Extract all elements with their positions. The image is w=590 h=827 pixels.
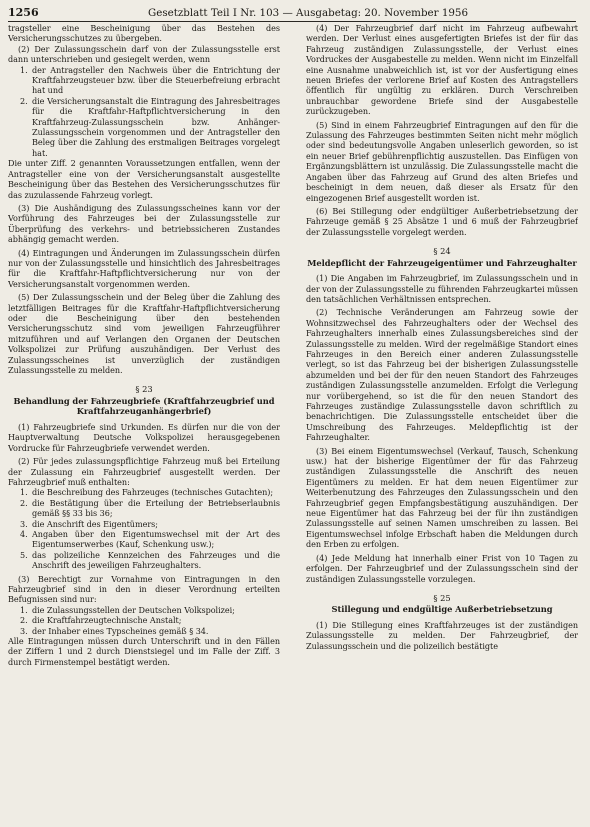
list-item [20, 615, 280, 625]
paragraph: (1) Fahrzeugbriefe sind Urkunden. Es dürfen nur die von der Hauptverwaltung Deutsche Volkspolizei herausgegebenen Vordrucke für Fahrzeugbriefe verwendet werden. [8, 421, 280, 453]
paragraph: (4) Jede Meldung hat innerhalb einer Frist von 10 Tagen zu erfolgen. Der Fahrzeugbrief und der Zulassungsschein sind der zuständigen Zulassungsstelle vorzulegen. [306, 552, 578, 584]
section-heading [8, 384, 280, 417]
list-text: der Antragsteller den Nachweis über die Entrichtung der Kraftfahrzeugsteuer bzw. über die Steuerbefreiung erbracht hat und [32, 64, 280, 96]
list-number: 4. [20, 528, 28, 539]
header-title: Gesetzblatt Teil I Nr. 103 — Ausgabetag: 20. November 1956 [148, 7, 469, 19]
numbered-list [8, 487, 280, 570]
list-text: die Bestätigung über die Erteilung der Betriebserlaubnis gemäß §§ 33 bis 36; [32, 497, 280, 519]
list-number: 3. [20, 625, 28, 636]
list-item [20, 487, 280, 497]
list-item [20, 605, 280, 615]
page-header [8, 6, 576, 20]
list-text: die Zulassungsstellen der Deutschen Volkspolizei; [32, 604, 235, 615]
list-number: 2. [20, 615, 28, 626]
right-column [306, 23, 578, 823]
section-number: § 25 [433, 592, 451, 603]
paragraph: Die unter Ziff. 2 genannten Voraussetzungen entfallen, wenn der Antragsteller eine von der Versicherungsanstalt ausgestellte Bescheinigung über das Bestehen des Versicherungsschutzes für das zuzulassende Fahrzeug vorlegt. [8, 158, 280, 200]
section-heading [306, 246, 578, 268]
paragraph: (2) Der Zulassungsschein darf von der Zulassungsstelle erst dann unterschrieben und gesiegelt werden, wenn [8, 43, 280, 65]
list-number: 3. [20, 518, 28, 529]
list-number: 5. [20, 549, 28, 560]
section-number: § 24 [433, 246, 451, 257]
list-item [20, 550, 280, 571]
paragraph: (2) Für jedes zulassungspflichtige Fahrzeug muß bei Erteilung der Zulassung ein Fahrzeugbrief ausgestellt werden. Der Fahrzeugbrief muß enthalten: [8, 456, 280, 487]
list-item [20, 96, 280, 158]
paragraph: (2) Technische Veränderungen am Fahrzeug sowie der Wohnsitzwechsel des Fahrzeughalters oder der Wechsel des Fahrzeughalters innerhalb eines Zulassungsbereiches sind der Zulassungsstelle zu melden. Wird der regelmäßige Standort eines Fahrzeuges in den Bereich einer anderen Zulassungsstelle verlegt, so ist das Fahrzeug bei der bisherigen Zulassungsstelle abzumelden und bei der für den neuen Standort des Fahrzeuges zuständigen Zulassungsstelle anzumelden. Erfolgt die Verlegung nur vorübergehend, so ist die für den neuen Standort des Fahrzeuges zuständige Zulassungsstelle davon schriftlich zu benachrichtigen. Die Zulassungsstelle entscheidet über die Umschreibung des Fahrzeuges. Meldepflichtig ist der Fahrzeughalter. [306, 307, 578, 443]
list-text: die Anschrift des Eigentümers; [32, 518, 158, 529]
section-number: § 23 [135, 384, 153, 395]
list-text: der Inhaber eines Typscheines gemäß § 34. [32, 625, 209, 636]
section-heading [306, 593, 578, 615]
paragraph: (6) Bei Stillegung oder endgültiger Außerbetriebsetzung der Fahrzeuge gemäß § 25 Absätze 1 und 6 muß der Fahrzeugbrief der Zulassungsstelle vorgelegt werden. [306, 205, 578, 237]
list-item [20, 529, 280, 550]
header-rule [8, 21, 576, 22]
paragraph: (3) Berechtigt zur Vornahme von Eintragungen in den Fahrzeugbrief sind in den in dieser Verordnung erteilten Befugnissen sind nur: [8, 573, 280, 605]
left-column [8, 23, 280, 823]
section-title: Meldepflicht der Fahrzeugeigentümer und Fahrzeughalter [307, 257, 577, 268]
list-number: 1. [20, 487, 28, 498]
list-number: 2. [20, 497, 28, 508]
paragraph: (3) Die Aushändigung des Zulassungsscheines kann vor der Vorführung des Fahrzeuges bei der Zulassungsstelle zur Überprüfung des verkehrs- und betriebssicheren Zustandes abhängig gemacht werden. [8, 202, 280, 245]
list-item [20, 65, 280, 96]
paragraph: (4) Eintragungen und Änderungen im Zulassungsschein dürfen nur von der Zulassungsstelle und hinsichtlich des Jahresbeitrages für die Kraftfahr-Haftpflichtversicherung nur von der Versicherungsanstalt vorgenommen werden. [8, 247, 280, 289]
list-text: die Kraftfahrzeugtechnische Anstalt; [32, 615, 182, 626]
paragraph: Alle Eintragungen müssen durch Unterschrift und in den Fällen der Ziffern 1 und 2 durch Dienstsiegel und im Falle der Ziff. 3 durch Firmenstempel bestätigt werden. [8, 636, 280, 667]
list-number: 1. [20, 604, 28, 615]
numbered-list [8, 605, 280, 636]
list-text: die Versicherungsanstalt die Eintragung des Jahresbeitrages für die Kraftfahr-Haftpflichtversicherung in den Kraftfahrzeug-Zulassungsschein bzw. Anhänger-Zulassungsschein vorgenommen und der Antragsteller den Beleg über die Zahlung des erstmaligen Beitrages vorgelegt hat. [32, 95, 280, 158]
list-item [20, 626, 280, 636]
paragraph: (1) Die Stillegung eines Kraftfahrzeuges ist der zuständigen Zulassungsstelle zu melden. Der Fahrzeugbrief, der Zulassungsschein und die polizeilich bestätigte [306, 619, 578, 651]
list-number: 2. [20, 95, 28, 106]
paragraph: (1) Die Angaben im Fahrzeugbrief, im Zulassungsschein und in der von der Zulassungsstelle zu führenden Fahrzeugkartei müssen den tatsächlichen Verhältnissen entsprechen. [306, 273, 578, 304]
list-text: die Beschreibung des Fahrzeuges (technisches Gutachten); [32, 487, 274, 498]
paragraph: tragsteller eine Bescheinigung über das Bestehen des Versicherungsschutzes zu übergeben. [8, 23, 280, 44]
paragraph: (5) Der Zulassungsschein und der Beleg über die Zahlung des letztfälligen Beitrages für die Kraftfahr-Haftpflichtversicherung oder die Bescheinigung über den bestehenden Versicherungsschutz sind vom jeweiligen Fahrzeugführer mitzuführen und auf Verlangen den Organen der Deutschen Volkspolizei zur Prüfung auszuhändigen. Der Verlust des Zulassungsscheines ist unverzüglich der zuständigen Zulassungsstelle zu melden. [8, 292, 280, 375]
list-text: Angaben über den Eigentumswechsel mit der Art des Eigentumserwerbes (Kauf, Schenkung usw.); [32, 528, 280, 550]
section-title: Stillegung und endgültige Außerbetriebsetzung [331, 604, 553, 615]
section-title: Behandlung der Fahrzeugbriefe (Kraftfahrzeugbrief und Kraftfahrzeuganhängerbrief) [13, 395, 275, 417]
list-text: das polizeiliche Kennzeichen des Fahrzeuges und die Anschrift des jeweiligen Fahrzeughalters. [32, 549, 280, 571]
paragraph: (3) Bei einem Eigentumswechsel (Verkauf, Tausch, Schenkung usw.) hat der bisherige Eigentümer der für das Fahrzeug zuständigen Zulassungsstelle die Anschrift des neuen Eigentümers zu melden. Er hat dem neuen Eigentümer zur Weiterbenutzung des Fahrzeuges den Zulassungsschein und den Fahrzeugbrief gegen Empfangsbestätigung auszuhändigen. Der neue Eigentümer hat das Fahrzeug bei der für ihn zuständigen Zulassungsstelle auf seinen Namen umschreiben zu lassen. Bei Eigentumswechsel infolge Erbschaft haben die Meldungen durch den Erben zu erfolgen. [306, 445, 578, 550]
paragraph: (5) Sind in einem Fahrzeugbrief Eintragungen auf den für die Zulassung des Fahrzeuges bestimmten Seiten nicht mehr möglich oder sind bedeutungsvolle Angaben unleserlich geworden, so ist ein neuer Brief gebührenpflichtig auszustellen. Das Einfügen von Ergänzungsblättern ist unzulässig. Die Zulassungsstelle macht die Angaben über das Fahrzeug auf Grund des alten Briefes und bescheinigt in dem neuen, daß dieser als Ersatz für den eingezogenen Brief ausgestellt worden ist. [306, 119, 578, 203]
list-number: 1. [20, 64, 28, 75]
page-number: 1256 [8, 6, 39, 19]
paragraph: (4) Der Fahrzeugbrief darf nicht im Fahrzeug aufbewahrt werden. Der Verlust eines ausgefertigten Briefes ist der für das Fahrzeug zuständigen Zulassungsstelle, der Verlust eines Vordruckes der Ausgabestelle zu melden. Wenn nicht im Einzelfall eine Ausnahme unabweichlich ist, ist vor der Ausfertigung eines neuen Briefes der verlorene Brief auf Kosten des Antragstellers öffentlich für ungültig zu erklären. Durch Verschreiben unbrauchbar gewordene Briefe sind der Ausgabestelle zurückzugeben. [306, 23, 578, 117]
numbered-list [8, 65, 280, 159]
list-item [20, 519, 280, 529]
list-item [20, 498, 280, 519]
